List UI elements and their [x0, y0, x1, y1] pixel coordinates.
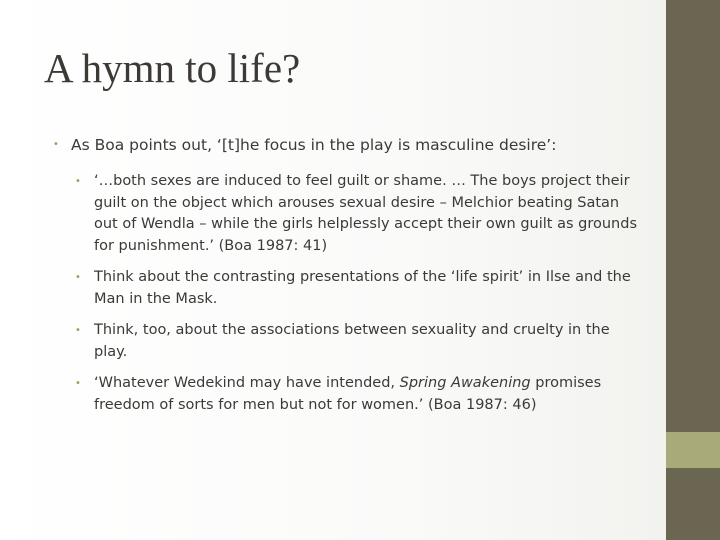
sub-bullet-item	[75, 373, 643, 416]
sub-bullet-item	[75, 267, 643, 310]
bullet-icon: •	[75, 272, 81, 283]
sub-bullet-item	[75, 320, 643, 363]
sub-bullet-list	[53, 171, 643, 416]
quote-prefix: ‘Whatever Wedekind may have intended,	[94, 375, 400, 391]
bullet-icon: •	[75, 378, 81, 389]
side-accent-block	[666, 432, 720, 468]
sub-bullet-item	[75, 171, 643, 257]
sub-bullet-text: ‘…both sexes are induced to feel guilt or shame. … The boys project their guilt on the object which arouses sexual desire – Melchior beating Satan out of Wendla – while the girls helplessly accept their own guilt as grounds for punishment.’ (Boa 1987: 41)	[94, 173, 637, 254]
quote-suffix: promises freedom of sorts for men but not for women.’ (Boa 1987: 46)	[94, 375, 602, 413]
slide-body	[53, 135, 643, 426]
sub-bullet-text: Think about the contrasting presentations of the ‘life spirit’ in Ilse and the Man in the Mask.	[94, 269, 631, 307]
bullet-icon: •	[75, 176, 81, 187]
sub-bullet-text: Think, too, about the associations between sexuality and cruelty in the play.	[94, 322, 610, 360]
slide-title: A hymn to life?	[44, 45, 301, 91]
sub-bullet-text	[94, 375, 601, 413]
play-title: Spring Awakening	[399, 375, 531, 391]
bullet-icon: •	[53, 139, 59, 150]
bullet-item	[53, 135, 643, 155]
bullet-icon: •	[75, 325, 81, 336]
bullet-text: As Boa points out, ‘[t]he focus in the play is masculine desire’:	[71, 136, 557, 154]
